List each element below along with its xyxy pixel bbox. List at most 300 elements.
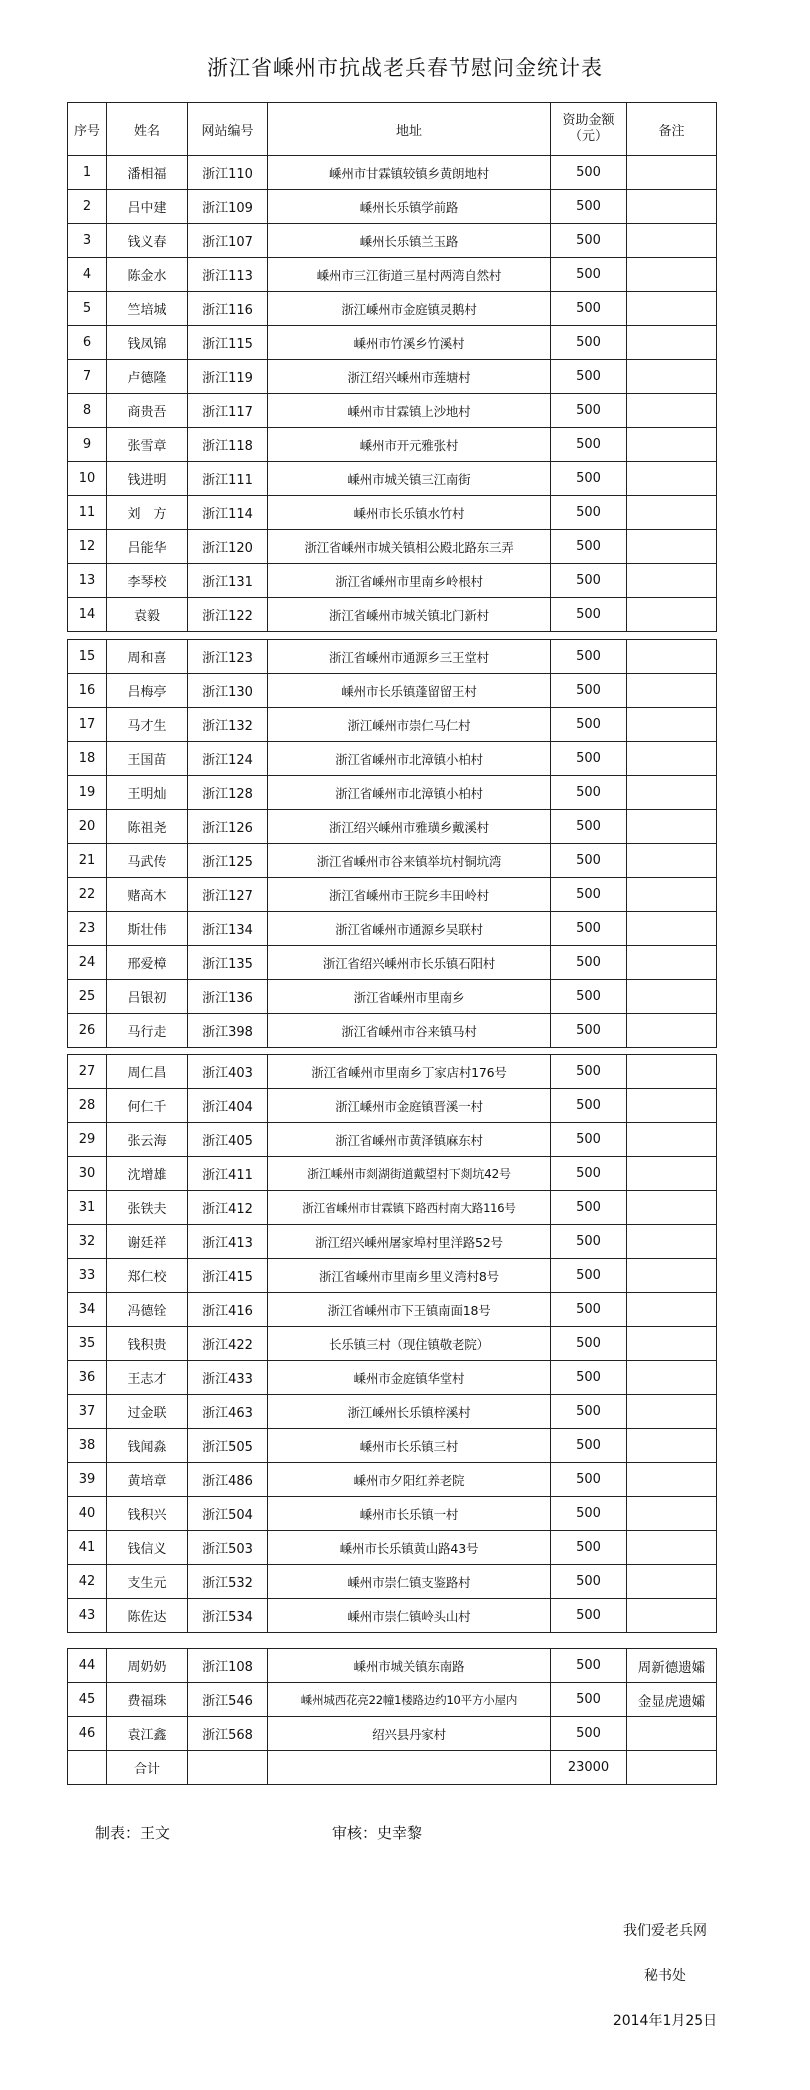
amount-cell: 500 <box>551 1191 627 1225</box>
index-cell: 35 <box>68 1327 107 1361</box>
index-cell: 4 <box>68 258 107 292</box>
remark-cell <box>627 564 717 598</box>
amount-cell: 500 <box>551 224 627 258</box>
remark-cell <box>627 1497 717 1531</box>
address-cell: 嵊州市金庭镇华堂村 <box>268 1361 551 1395</box>
table-row <box>68 1717 717 1751</box>
index-cell: 12 <box>68 530 107 564</box>
remark-cell: 金显虎遗孀 <box>627 1683 717 1717</box>
amount-cell: 500 <box>551 1463 627 1497</box>
index-cell: 15 <box>68 640 107 674</box>
table-row <box>68 1395 717 1429</box>
table-row <box>68 912 717 946</box>
remark-cell <box>627 1191 717 1225</box>
column-header: 地址 <box>268 103 551 156</box>
table-row <box>68 1157 717 1191</box>
site-id-cell: 浙江405 <box>188 1123 268 1157</box>
table-row <box>68 1361 717 1395</box>
index-cell: 10 <box>68 462 107 496</box>
amount-cell: 500 <box>551 1123 627 1157</box>
address-cell: 浙江省嵊州市城关镇北门新村 <box>268 598 551 632</box>
amount-cell: 500 <box>551 1565 627 1599</box>
amount-cell: 500 <box>551 1293 627 1327</box>
site-id-cell: 浙江116 <box>188 292 268 326</box>
site-id-cell: 浙江125 <box>188 844 268 878</box>
roster-table-4 <box>67 1648 717 1785</box>
roster-table-3 <box>67 1054 717 1633</box>
name-cell: 钱凤锦 <box>107 326 188 360</box>
column-header: 序号 <box>68 103 107 156</box>
remark-cell <box>627 1751 717 1785</box>
remark-cell <box>627 1327 717 1361</box>
index-cell: 36 <box>68 1361 107 1395</box>
remark-cell <box>627 360 717 394</box>
site-id-cell: 浙江413 <box>188 1225 268 1259</box>
address-cell: 浙江省嵊州市城关镇相公殿北路东三弄 <box>268 530 551 564</box>
index-cell: 25 <box>68 980 107 1014</box>
index-cell: 43 <box>68 1599 107 1633</box>
index-cell: 13 <box>68 564 107 598</box>
amount-cell: 500 <box>551 1599 627 1633</box>
site-id-cell: 浙江532 <box>188 1565 268 1599</box>
amount-cell: 500 <box>551 1531 627 1565</box>
site-id-cell: 浙江118 <box>188 428 268 462</box>
index-cell: 39 <box>68 1463 107 1497</box>
remark-cell <box>627 394 717 428</box>
table-row <box>68 360 717 394</box>
table-row <box>68 708 717 742</box>
address-cell: 浙江嵊州市金庭镇灵鹅村 <box>268 292 551 326</box>
site-id-cell: 浙江115 <box>188 326 268 360</box>
remark-cell <box>627 1123 717 1157</box>
address-cell: 浙江绍兴嵊州屠家埠村里洋路52号 <box>268 1225 551 1259</box>
table-row <box>68 878 717 912</box>
amount-cell: 500 <box>551 258 627 292</box>
amount-cell: 500 <box>551 1089 627 1123</box>
address-cell: 绍兴县丹家村 <box>268 1717 551 1751</box>
address-cell: 嵊州长乐镇学前路 <box>268 190 551 224</box>
remark-cell <box>627 258 717 292</box>
amount-cell: 500 <box>551 1361 627 1395</box>
remark-cell <box>627 1225 717 1259</box>
remark-cell <box>627 912 717 946</box>
name-cell: 吕银初 <box>107 980 188 1014</box>
index-cell: 44 <box>68 1649 107 1683</box>
address-cell: 嵊州市长乐镇水竹村 <box>268 496 551 530</box>
address-cell: 浙江省嵊州市王院乡丰田岭村 <box>268 878 551 912</box>
site-id-cell: 浙江127 <box>188 878 268 912</box>
index-cell: 17 <box>68 708 107 742</box>
address-cell: 浙江省绍兴嵊州市长乐镇石阳村 <box>268 946 551 980</box>
table-row <box>68 156 717 190</box>
name-cell: 冯德铨 <box>107 1293 188 1327</box>
remark-cell <box>627 1717 717 1751</box>
remark-cell <box>627 640 717 674</box>
amount-cell: 500 <box>551 844 627 878</box>
table-row <box>68 640 717 674</box>
amount-cell: 500 <box>551 1429 627 1463</box>
address-cell: 嵊州城西花亮22幢1楼路边约10平方小屋内 <box>268 1683 551 1717</box>
name-cell: 刘 方 <box>107 496 188 530</box>
table-row <box>68 1463 717 1497</box>
address-cell: 浙江省嵊州市黄泽镇麻东村 <box>268 1123 551 1157</box>
amount-cell: 500 <box>551 1014 627 1048</box>
name-cell: 周仁昌 <box>107 1055 188 1089</box>
table-row <box>68 598 717 632</box>
remark-cell <box>627 496 717 530</box>
site-id-cell: 浙江136 <box>188 980 268 1014</box>
column-header: 网站编号 <box>188 103 268 156</box>
name-cell: 郑仁校 <box>107 1259 188 1293</box>
amount-cell: 500 <box>551 156 627 190</box>
address-cell: 浙江省嵊州市北漳镇小柏村 <box>268 742 551 776</box>
index-cell: 23 <box>68 912 107 946</box>
name-cell: 斯壮伟 <box>107 912 188 946</box>
address-cell: 嵊州市三江街道三星村两湾自然村 <box>268 258 551 292</box>
name-cell: 合计 <box>107 1751 188 1785</box>
site-id-cell: 浙江109 <box>188 190 268 224</box>
name-cell: 何仁千 <box>107 1089 188 1123</box>
amount-cell: 500 <box>551 428 627 462</box>
amount-cell: 500 <box>551 878 627 912</box>
name-cell: 王明灿 <box>107 776 188 810</box>
address-cell: 嵊州长乐镇兰玉路 <box>268 224 551 258</box>
table-row <box>68 1327 717 1361</box>
site-id-cell: 浙江111 <box>188 462 268 496</box>
amount-cell: 500 <box>551 946 627 980</box>
address-cell: 浙江嵊州市金庭镇晋溪一村 <box>268 1089 551 1123</box>
address-cell: 浙江省嵊州市里南乡 <box>268 980 551 1014</box>
amount-cell: 500 <box>551 912 627 946</box>
index-cell: 19 <box>68 776 107 810</box>
address-cell: 浙江省嵊州市里南乡里义湾村8号 <box>268 1259 551 1293</box>
index-cell: 11 <box>68 496 107 530</box>
site-id-cell: 浙江110 <box>188 156 268 190</box>
address-cell: 浙江嵊州长乐镇梓溪村 <box>268 1395 551 1429</box>
address-cell: 嵊州市长乐镇黄山路43号 <box>268 1531 551 1565</box>
index-cell: 8 <box>68 394 107 428</box>
column-header-line: （元） <box>568 129 608 144</box>
amount-cell: 500 <box>551 292 627 326</box>
name-cell: 谢廷祥 <box>107 1225 188 1259</box>
name-cell: 吕中建 <box>107 190 188 224</box>
name-cell: 周和喜 <box>107 640 188 674</box>
index-cell: 45 <box>68 1683 107 1717</box>
table-row <box>68 1565 717 1599</box>
table-row <box>68 190 717 224</box>
site-id-cell: 浙江132 <box>188 708 268 742</box>
address-cell: 嵊州市长乐镇三村 <box>268 1429 551 1463</box>
table-row <box>68 326 717 360</box>
name-cell: 陈佐达 <box>107 1599 188 1633</box>
remark-cell: 周新德遗孀 <box>627 1649 717 1683</box>
site-id-cell: 浙江568 <box>188 1717 268 1751</box>
total-row <box>68 1751 717 1785</box>
address-cell: 浙江省嵊州市里南乡岭根村 <box>268 564 551 598</box>
signature-org: 我们爱老兵网 <box>623 1923 707 1939</box>
index-cell: 41 <box>68 1531 107 1565</box>
name-cell: 赌高木 <box>107 878 188 912</box>
amount-cell: 500 <box>551 360 627 394</box>
amount-cell: 500 <box>551 1259 627 1293</box>
name-cell: 马武传 <box>107 844 188 878</box>
name-cell: 卢德隆 <box>107 360 188 394</box>
table-row <box>68 1089 717 1123</box>
amount-cell: 500 <box>551 462 627 496</box>
table-row <box>68 742 717 776</box>
amount-cell: 500 <box>551 190 627 224</box>
address-cell: 浙江省嵊州市通源乡三王堂村 <box>268 640 551 674</box>
site-id-cell: 浙江486 <box>188 1463 268 1497</box>
name-cell: 张雪章 <box>107 428 188 462</box>
remark-cell <box>627 1599 717 1633</box>
address-cell: 浙江省嵊州市通源乡吴联村 <box>268 912 551 946</box>
address-cell: 嵊州市甘霖镇上沙地村 <box>268 394 551 428</box>
address-cell: 嵊州市崇仁镇岭头山村 <box>268 1599 551 1633</box>
index-cell: 22 <box>68 878 107 912</box>
name-cell: 马才生 <box>107 708 188 742</box>
index-cell: 46 <box>68 1717 107 1751</box>
name-cell: 钱积贵 <box>107 1327 188 1361</box>
table-row <box>68 496 717 530</box>
site-id-cell: 浙江433 <box>188 1361 268 1395</box>
table-row <box>68 1599 717 1633</box>
site-id-cell: 浙江123 <box>188 640 268 674</box>
site-id-cell: 浙江534 <box>188 1599 268 1633</box>
amount-cell: 500 <box>551 1225 627 1259</box>
index-cell: 37 <box>68 1395 107 1429</box>
remark-cell <box>627 1259 717 1293</box>
name-cell: 吕能华 <box>107 530 188 564</box>
amount-cell: 500 <box>551 496 627 530</box>
address-cell: 嵊州市甘霖镇较镇乡黄朗地村 <box>268 156 551 190</box>
table-row <box>68 980 717 1014</box>
address-cell: 嵊州市开元雅张村 <box>268 428 551 462</box>
table-row <box>68 946 717 980</box>
index-cell: 34 <box>68 1293 107 1327</box>
roster-table-2 <box>67 639 717 1048</box>
amount-cell: 500 <box>551 708 627 742</box>
remark-cell <box>627 292 717 326</box>
site-id-cell: 浙江504 <box>188 1497 268 1531</box>
remark-cell <box>627 980 717 1014</box>
site-id-cell: 浙江119 <box>188 360 268 394</box>
remark-cell <box>627 674 717 708</box>
remark-cell <box>627 844 717 878</box>
table-row <box>68 1123 717 1157</box>
index-cell: 32 <box>68 1225 107 1259</box>
site-id-cell: 浙江412 <box>188 1191 268 1225</box>
index-cell: 33 <box>68 1259 107 1293</box>
name-cell: 钱进明 <box>107 462 188 496</box>
name-cell: 陈祖尧 <box>107 810 188 844</box>
table-row <box>68 224 717 258</box>
name-cell: 黄培章 <box>107 1463 188 1497</box>
index-cell <box>68 1751 107 1785</box>
address-cell: 浙江省嵊州市甘霖镇下路西村南大路116号 <box>268 1191 551 1225</box>
column-header: 备注 <box>627 103 717 156</box>
site-id-cell: 浙江403 <box>188 1055 268 1089</box>
address-cell: 浙江省嵊州市里南乡丁家店村176号 <box>268 1055 551 1089</box>
site-id-cell: 浙江117 <box>188 394 268 428</box>
index-cell: 28 <box>68 1089 107 1123</box>
amount-cell: 500 <box>551 564 627 598</box>
auditor-label: 审核：史幸黎 <box>332 1824 423 1842</box>
amount-cell: 500 <box>551 1395 627 1429</box>
name-cell: 潘相福 <box>107 156 188 190</box>
remark-cell <box>627 1463 717 1497</box>
index-cell: 24 <box>68 946 107 980</box>
name-cell: 袁江鑫 <box>107 1717 188 1751</box>
site-id-cell: 浙江113 <box>188 258 268 292</box>
roster-table-1 <box>67 102 717 632</box>
address-cell: 浙江嵊州市崇仁马仁村 <box>268 708 551 742</box>
site-id-cell: 浙江122 <box>188 598 268 632</box>
amount-cell: 500 <box>551 1327 627 1361</box>
remark-cell <box>627 742 717 776</box>
amount-cell: 500 <box>551 1717 627 1751</box>
amount-cell: 500 <box>551 1649 627 1683</box>
address-cell: 浙江省嵊州市谷来镇马村 <box>268 1014 551 1048</box>
address-cell: 嵊州市长乐镇一村 <box>268 1497 551 1531</box>
remark-cell <box>627 946 717 980</box>
header-row <box>68 103 717 156</box>
signature-dept: 秘书处 <box>644 1968 686 1984</box>
table-row <box>68 1531 717 1565</box>
site-id-cell: 浙江411 <box>188 1157 268 1191</box>
site-id-cell: 浙江404 <box>188 1089 268 1123</box>
amount-cell: 500 <box>551 598 627 632</box>
table-row <box>68 1293 717 1327</box>
name-cell: 张云海 <box>107 1123 188 1157</box>
table-row <box>68 776 717 810</box>
table-row <box>68 674 717 708</box>
site-id-cell: 浙江135 <box>188 946 268 980</box>
address-cell: 嵊州市城关镇三江南街 <box>268 462 551 496</box>
name-cell: 钱积兴 <box>107 1497 188 1531</box>
amount-cell: 500 <box>551 1497 627 1531</box>
name-cell: 费福珠 <box>107 1683 188 1717</box>
remark-cell <box>627 1429 717 1463</box>
address-cell <box>268 1751 551 1785</box>
remark-cell <box>627 190 717 224</box>
amount-cell: 500 <box>551 394 627 428</box>
table-row <box>68 258 717 292</box>
column-header: 姓名 <box>107 103 188 156</box>
amount-cell: 500 <box>551 640 627 674</box>
site-id-cell: 浙江134 <box>188 912 268 946</box>
table-row <box>68 1649 717 1683</box>
name-cell: 王国苗 <box>107 742 188 776</box>
remark-cell <box>627 1395 717 1429</box>
site-id-cell: 浙江422 <box>188 1327 268 1361</box>
table-row <box>68 1429 717 1463</box>
site-id-cell: 浙江124 <box>188 742 268 776</box>
table-row <box>68 292 717 326</box>
remark-cell <box>627 326 717 360</box>
name-cell: 袁毅 <box>107 598 188 632</box>
maker-label: 制表：王文 <box>95 1824 171 1842</box>
name-cell: 吕梅亭 <box>107 674 188 708</box>
remark-cell <box>627 1531 717 1565</box>
amount-cell: 500 <box>551 674 627 708</box>
remark-cell <box>627 810 717 844</box>
remark-cell <box>627 878 717 912</box>
index-cell: 9 <box>68 428 107 462</box>
index-cell: 30 <box>68 1157 107 1191</box>
remark-cell <box>627 428 717 462</box>
name-cell: 钱信义 <box>107 1531 188 1565</box>
index-cell: 2 <box>68 190 107 224</box>
amount-cell: 23000 <box>551 1751 627 1785</box>
site-id-cell: 浙江505 <box>188 1429 268 1463</box>
address-cell: 长乐镇三村（现住镇敬老院） <box>268 1327 551 1361</box>
remark-cell <box>627 224 717 258</box>
table-row <box>68 1014 717 1048</box>
index-cell: 3 <box>68 224 107 258</box>
name-cell: 钱义春 <box>107 224 188 258</box>
remark-cell <box>627 776 717 810</box>
remark-cell <box>627 156 717 190</box>
site-id-cell: 浙江107 <box>188 224 268 258</box>
amount-cell: 500 <box>551 742 627 776</box>
name-cell: 陈金水 <box>107 258 188 292</box>
remark-cell <box>627 1361 717 1395</box>
remark-cell <box>627 1565 717 1599</box>
index-cell: 31 <box>68 1191 107 1225</box>
table-row <box>68 530 717 564</box>
name-cell: 张铁夫 <box>107 1191 188 1225</box>
table-row <box>68 1191 717 1225</box>
name-cell: 王志才 <box>107 1361 188 1395</box>
amount-cell: 500 <box>551 1055 627 1089</box>
site-id-cell: 浙江131 <box>188 564 268 598</box>
name-cell: 邢爱樟 <box>107 946 188 980</box>
index-cell: 14 <box>68 598 107 632</box>
address-cell: 浙江绍兴嵊州市莲塘村 <box>268 360 551 394</box>
table-row <box>68 1259 717 1293</box>
address-cell: 嵊州市城关镇东南路 <box>268 1649 551 1683</box>
site-id-cell <box>188 1751 268 1785</box>
table-row <box>68 810 717 844</box>
name-cell: 竺培城 <box>107 292 188 326</box>
amount-cell: 500 <box>551 980 627 1014</box>
table-row <box>68 462 717 496</box>
table-row <box>68 1055 717 1089</box>
signature-date: 2014年1月25日 <box>612 2013 718 2029</box>
column-header-line: 资助金额 <box>562 113 615 128</box>
amount-cell: 500 <box>551 326 627 360</box>
address-cell: 嵊州市夕阳红养老院 <box>268 1463 551 1497</box>
table-row <box>68 1683 717 1717</box>
site-id-cell: 浙江128 <box>188 776 268 810</box>
index-cell: 18 <box>68 742 107 776</box>
site-id-cell: 浙江503 <box>188 1531 268 1565</box>
site-id-cell: 浙江463 <box>188 1395 268 1429</box>
table-row <box>68 844 717 878</box>
name-cell: 支生元 <box>107 1565 188 1599</box>
site-id-cell: 浙江398 <box>188 1014 268 1048</box>
remark-cell <box>627 598 717 632</box>
index-cell: 27 <box>68 1055 107 1089</box>
index-cell: 5 <box>68 292 107 326</box>
name-cell: 沈增雄 <box>107 1157 188 1191</box>
index-cell: 29 <box>68 1123 107 1157</box>
index-cell: 1 <box>68 156 107 190</box>
remark-cell <box>627 1157 717 1191</box>
remark-cell <box>627 1055 717 1089</box>
site-id-cell: 浙江130 <box>188 674 268 708</box>
